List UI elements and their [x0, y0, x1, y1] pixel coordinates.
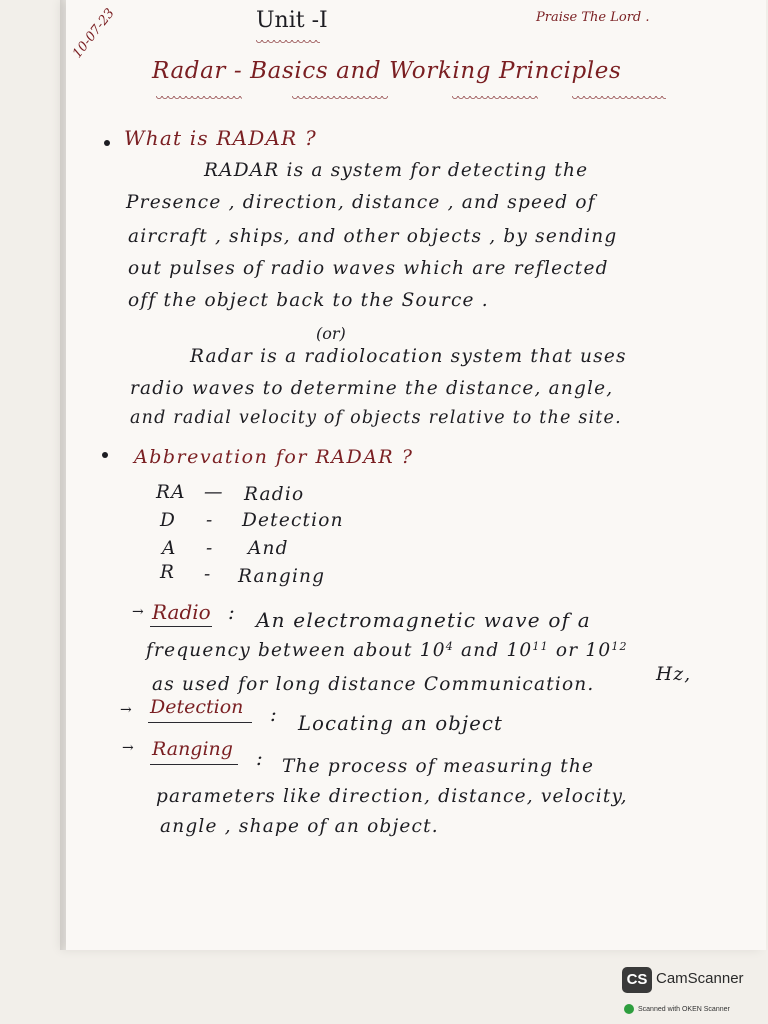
scanner-note: Scanned with OKEN Scanner: [638, 1006, 730, 1013]
exponent: 12: [611, 640, 628, 653]
hz-unit: Hz,: [656, 664, 692, 685]
definition-line: Radar is a radiolocation system that uses: [190, 346, 627, 367]
camscanner-name: CamScanner: [656, 970, 744, 987]
abbr-word: Detection: [242, 510, 344, 531]
definition-line: RADAR is a system for detecting the: [204, 160, 589, 181]
page-title: Radar - Basics and Working Principles: [152, 58, 622, 84]
term-definition-line: The process of measuring the: [282, 756, 595, 777]
term-radio: Radio: [152, 600, 211, 624]
title-underline: [452, 96, 538, 102]
oken-logo-icon: [624, 1004, 634, 1014]
definition-line: radio waves to determine the distance, angle,: [130, 378, 614, 399]
term-underline: [150, 764, 238, 765]
abbr-word: Radio: [244, 484, 305, 505]
frequency-text: and 10: [460, 640, 533, 661]
arrow-icon: →: [120, 702, 132, 718]
abbr-letters: A: [162, 538, 177, 559]
term-definition-line: parameters like direction, distance, velocity,: [156, 786, 628, 807]
exponent: 11: [532, 640, 549, 653]
arrow-icon: →: [122, 740, 134, 756]
term-definition-line: An electromagnetic wave of a: [256, 608, 591, 632]
definition-line: out pulses of radio waves which are reflected: [128, 258, 609, 279]
abbr-word: And: [248, 538, 289, 559]
definition-line: off the object back to the Source .: [128, 290, 489, 311]
section-heading-abbreviation: Abbrevation for RADAR ?: [134, 446, 414, 468]
term-underline: [148, 722, 252, 723]
term-definition-line: angle , shape of an object.: [160, 816, 439, 837]
definition-line: aircraft , ships, and other objects , by sending: [128, 226, 618, 247]
term-definition-line: as used for long distance Communication.: [152, 674, 595, 695]
unit-heading: Unit -I: [256, 8, 328, 33]
term-definition-line: Locating an object: [298, 712, 504, 735]
abbr-dash: -: [206, 510, 214, 531]
exponent: 4: [445, 640, 454, 653]
bullet-point: [102, 452, 108, 458]
term-underline: [150, 626, 212, 627]
term-definition-line: [146, 640, 628, 661]
section-heading-what-is-radar: What is RADAR ?: [124, 126, 317, 150]
frequency-text: or 10: [555, 640, 612, 661]
camscanner-logo-icon: CS: [622, 967, 652, 993]
definition-line: Presence , direction, distance , and speed of: [126, 192, 596, 213]
abbr-dash: -: [204, 564, 212, 585]
abbr-dash: —: [204, 482, 224, 503]
abbr-word: Ranging: [238, 566, 326, 587]
term-detection: Detection: [150, 696, 244, 718]
term-separator: :: [256, 746, 263, 770]
abbr-dash: -: [206, 538, 214, 559]
term-ranging: Ranging: [152, 738, 233, 760]
abbr-letters: R: [160, 562, 176, 583]
or-separator: (or): [316, 324, 346, 343]
term-separator: :: [270, 702, 277, 726]
abbr-letters: D: [160, 510, 177, 531]
title-underline: [292, 96, 388, 102]
unit-underline: [256, 40, 320, 46]
bullet-point: [104, 140, 110, 146]
arrow-icon: →: [132, 604, 144, 620]
definition-line: and radial velocity of objects relative to the site.: [130, 408, 622, 428]
title-underline: [572, 96, 666, 102]
motto-text: Praise The Lord .: [536, 10, 650, 25]
abbr-letters: RA: [156, 482, 186, 503]
frequency-text: frequency between about 10: [146, 640, 446, 661]
title-underline: [156, 96, 242, 102]
term-separator: :: [228, 600, 235, 624]
date-note: 10-07-23: [70, 5, 118, 62]
